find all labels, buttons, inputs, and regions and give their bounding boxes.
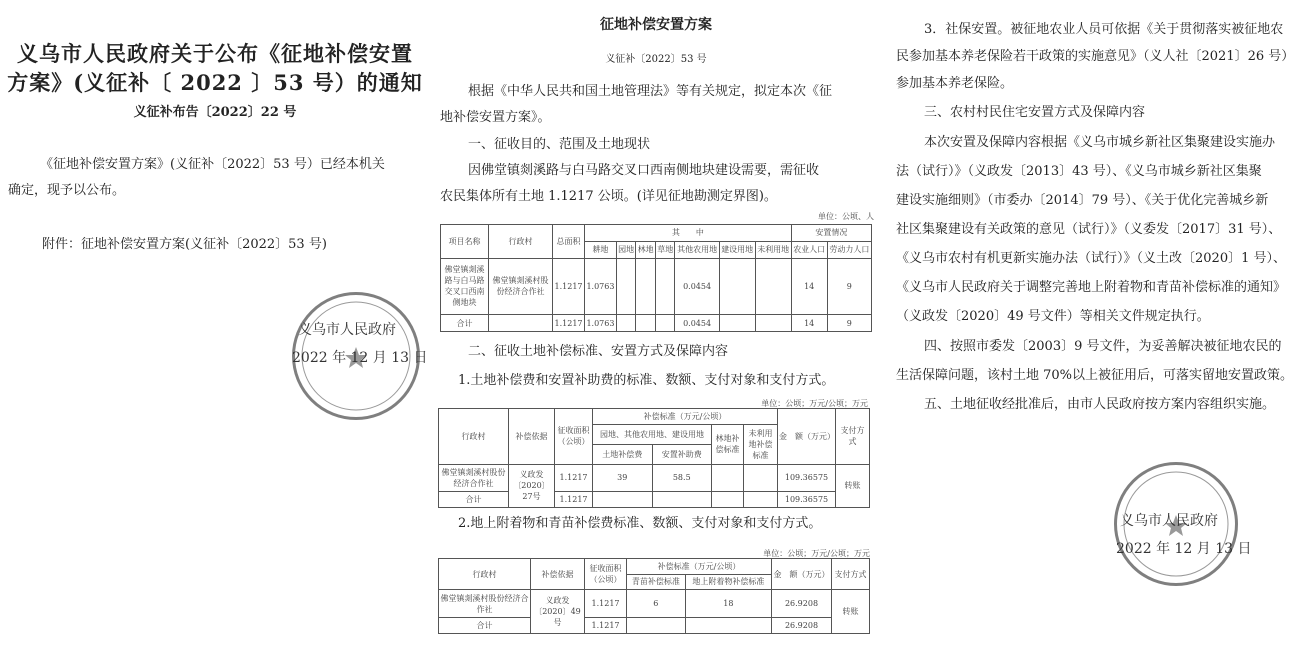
cell: 58.5 [652,464,712,492]
text-line: 社区集聚建设有关政策的意见（试行）》（义委发〔2017〕31 号）、 [896,222,1282,237]
th-col: 耕地 [585,241,617,258]
plan-signer: 义乌市人民政府 [1120,513,1218,529]
th-col: 其他农用地 [675,241,719,258]
cell: 14 [791,315,827,332]
th-among: 其 中 [585,225,792,242]
cell: 1.1217 [585,618,627,634]
cell: 9 [827,315,871,332]
th-col: 草地 [655,241,675,258]
cell: 18 [685,590,771,618]
table-row [439,590,870,618]
cell [712,492,744,508]
cell [744,464,778,492]
section5-line: 五、土地征收经批准后，由市人民政府按方案内容组织实施。 [924,397,1276,412]
cell: 9 [827,258,871,315]
cell: 合计 [441,315,489,332]
table2-unit: 单位：公顷；万元/公顷；万元 [761,399,868,408]
cell [636,315,656,332]
th-col: 园地 [616,241,636,258]
section2-item1: 1.土地补偿费和安置补助费的标准、数额、支付对象和支付方式。 [458,373,835,388]
plan-intro-line2: 地补偿安置方案》。 [440,110,551,125]
plan-date: 2022 年 12 月 13 日 [1116,541,1252,557]
notice-body-line1: 《征地补偿安置方案》(义征补〔2022〕53 号）已经本机关 [40,157,385,172]
land-status-table [440,224,872,332]
cell [489,315,553,332]
notice-signer: 义乌市人民政府 [298,322,396,338]
cell: 0.0454 [675,258,719,315]
cell: 14 [791,258,827,315]
notice-attachment: 附件：征地补偿安置方案(义征补〔2022〕53 号) [42,237,327,252]
cell: 109.36575 [778,464,836,492]
cell: 1.1217 [553,258,585,315]
text-line: （义政发〔2020〕49 号文件）等相关文件规定执行。 [896,309,1210,324]
th-village: 行政村 [439,409,509,465]
th-total: 总面积 [553,225,585,259]
cell [593,492,653,508]
th-amount: 金 额（万元） [778,409,836,465]
cell: 佛堂镇剡溪村股份经济合作社 [439,590,531,618]
cell [755,258,791,315]
text-line: 建设实施细则》（市委办〔2014〕79 号）、《关于优化完善城乡新 [896,193,1269,208]
section4-line2: 生活保障问题，该村土地 70%以上被征用后，可落实留地安置政策。 [896,368,1294,383]
text-line: 民参加基本养老保险若干政策的实施意见》（义人社〔2021〕26 号） [896,49,1295,64]
th-project: 项目名称 [441,225,489,259]
table-row [439,618,870,634]
cell [627,618,686,634]
text-line: 《义乌市人民政府关于调整完善地上附着物和青苗补偿标准的通知》 [896,280,1287,295]
section1-line1: 因佛堂镇剡溪路与白马路交叉口西南侧地块建设需要，需征收 [468,163,820,178]
cell: 1.1217 [585,590,627,618]
section3-heading: 三、农村村民住宅安置方式及保障内容 [924,105,1146,120]
cell [655,315,675,332]
cell [685,618,771,634]
th-resettle: 安置补助费 [652,444,712,464]
cell: 1.1217 [555,464,593,492]
th-col: 农业人口 [791,241,827,258]
cell [652,492,712,508]
cell [719,315,755,332]
th-col: 建设用地 [719,241,755,258]
plan-continued-column [888,0,1316,658]
cell [744,492,778,508]
th-standard: 补偿标准（万元/公顷） [593,409,778,425]
plan-column [432,0,880,658]
th-amount: 金 额（万元） [772,559,832,590]
text-line: 《义乌市农村有机更新实施办法（试行）》（义土改〔2020〕1 号）、 [896,251,1286,266]
notice-body-line2: 确定，现予以公布。 [8,183,126,198]
th-village: 行政村 [489,225,553,259]
cell [755,315,791,332]
table-row [441,315,872,332]
th-col: 劳动力人口 [827,241,871,258]
notice-column [0,0,430,658]
text-line: 法（试行）》（义政发〔2013〕43 号）、《义乌市城乡新社区集聚 [896,164,1262,179]
plan-title: 征地补偿安置方案 [600,17,712,33]
table-row [441,258,872,315]
cell: 1.1217 [555,492,593,508]
cell: 佛堂镇剡溪村股份经济合作社 [489,258,553,315]
cell-basis: 义政发〔2020〕49号 [531,590,585,634]
notice-title-line1: 义乌市人民政府关于公布《征地补偿安置 [17,41,413,66]
cell: 佛堂镇剡溪村股份经济合作社 [439,464,509,492]
cell-basis: 义政发〔2020〕27号 [509,464,555,507]
notice-date: 2022 年 12 月 13 日 [292,350,428,366]
cell: 1.0763 [585,315,617,332]
section2-item2: 2.地上附着物和青苗补偿费标准、数额、支付对象和支付方式。 [458,516,822,531]
th-area: 征收面积（公顷） [585,559,627,590]
table-row [439,464,870,492]
th-village: 行政村 [439,559,531,590]
th-forest: 林地补偿标准 [712,424,744,464]
text-line: 本次安置及保障内容根据《义乌市城乡新社区集聚建设实施办 [924,135,1276,150]
th-unused: 未利用地补偿标准 [744,424,778,464]
cell-payment: 转账 [836,464,870,507]
th-standard: 补偿标准（万元/公顷） [627,559,772,575]
plan-intro-line1: 根据《中华人民共和国土地管理法》等有关规定，拟定本次《征 [468,84,833,99]
cell: 6 [627,590,686,618]
land-compensation-table [438,408,870,508]
notice-doc-number: 义征补布告〔2022〕22 号 [133,105,297,120]
th-payment: 支付方式 [832,559,870,590]
cell [655,258,675,315]
text-line: 参加基本养老保险。 [896,76,1014,91]
cell [636,258,656,315]
plan-doc-number: 义征补〔2022〕53 号 [605,54,707,65]
cell: 佛堂镇剡溪路与白马路交叉口西南侧地块 [441,258,489,315]
table-row [439,492,870,508]
section1-heading: 一、征收目的、范围及土地现状 [468,137,651,152]
cell: 109.36575 [778,492,836,508]
cell: 1.1217 [553,315,585,332]
text-line: 3．社保安置。被征地农业人员可依据《关于贯彻落实被征地农 [924,22,1284,37]
cell: 合计 [439,618,531,634]
th-crop: 青苗补偿标准 [627,574,686,590]
cell: 39 [593,464,653,492]
cell: 26.9208 [772,590,832,618]
attachment-compensation-table [438,558,870,634]
th-col: 未利用地 [755,241,791,258]
th-attach: 地上附着物补偿标准 [685,574,771,590]
cell [712,464,744,492]
cell: 合计 [439,492,509,508]
cell [616,258,636,315]
th-area: 征收面积（公顷） [555,409,593,465]
th-basis: 补偿依据 [509,409,555,465]
table3-unit: 单位：公顷；万元/公顷；万元 [763,549,870,558]
table1-unit: 单位：公顷、人 [818,212,874,221]
th-standard-sub: 园地、其他农用地、建设用地 [593,424,712,444]
cell: 0.0454 [675,315,719,332]
section1-line2: 农民集体所有土地 1.1217 公顷。(详见征地勘测定界图)。 [440,189,777,204]
cell-payment: 转账 [832,590,870,634]
cell: 26.9208 [772,618,832,634]
th-land: 土地补偿费 [593,444,653,464]
cell [616,315,636,332]
th-payment: 支付方式 [836,409,870,465]
cell: 1.0763 [585,258,617,315]
notice-title-line2: 方案》(义征补〔 2022 〕53 号）的通知 [7,70,423,95]
th-placement: 安置情况 [791,225,871,242]
th-basis: 补偿依据 [531,559,585,590]
cell [719,258,755,315]
section4-line1: 四、按照市委发〔2003〕9 号文件，为妥善解决被征地农民的 [924,339,1282,354]
th-col: 林地 [636,241,656,258]
section2-heading: 二、征收土地补偿标准、安置方式及保障内容 [468,344,729,359]
